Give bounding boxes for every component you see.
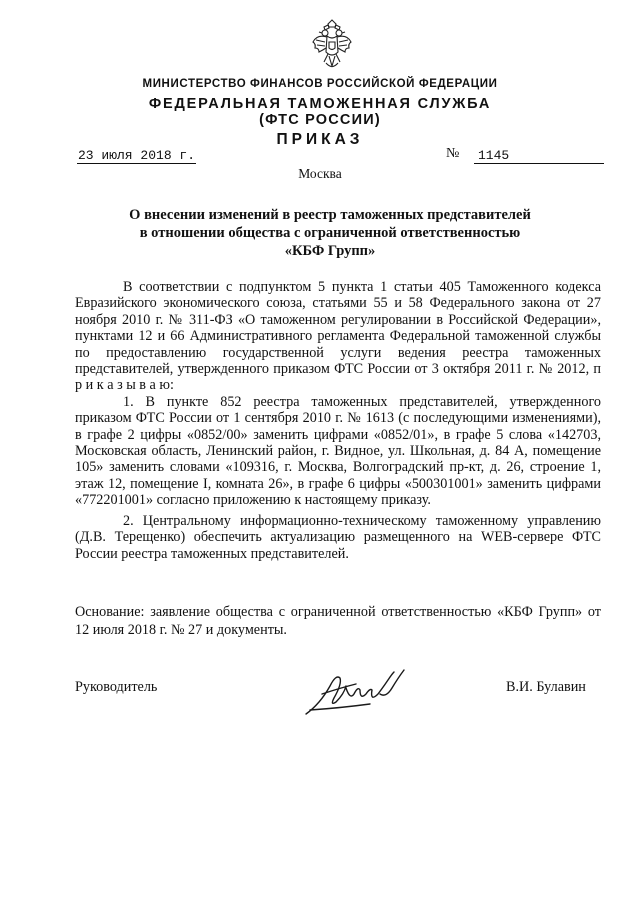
service-short-name: (ФТС РОССИИ) <box>259 112 381 128</box>
clause-2: 2. Центральному информационно-техническому таможенному управлению (Д.В. Терещенко) обеспечить актуализацию размещенного на WEB-сервере ФТС России реестра таможенных представителей. <box>75 512 601 562</box>
title-line-3: «КБФ Групп» <box>284 243 376 259</box>
order-title <box>100 206 560 260</box>
signer-role: Руководитель <box>75 679 158 695</box>
ministry-name: МИНИСТЕРСТВО ФИНАНСОВ РОССИЙСКОЙ ФЕДЕРАЦИИ <box>142 78 498 90</box>
title-line-2: в отношении общества с ограниченной ответственностью <box>139 225 521 241</box>
order-number: 1145 <box>474 148 604 164</box>
signer-name: В.И. Булавин <box>506 679 586 695</box>
basis-paragraph <box>75 604 601 639</box>
preamble-paragraph: В соответствии с подпунктом 5 пункта 1 статьи 405 Таможенного кодекса Евразийского экономического союза, статьями 55 и 58 Федерального закона от 27 ноября 2010 г. № 311-ФЗ «О таможенном регулировании в Российской Федерации», пунктами 12 и 66 Административного регламента Федеральной таможенной службы по предоставлению государственной услуги ведения реестра таможенных представителей, утвержденного приказом ФТС России от 3 октября 2011 г. № 2012, п р и к а з ы в а ю: <box>75 279 601 394</box>
document-type: ПРИКАЗ <box>276 131 364 148</box>
city: Москва <box>298 166 342 181</box>
number-sign: № <box>446 146 460 161</box>
order-body <box>75 279 601 562</box>
service-name: ФЕДЕРАЛЬНАЯ ТАМОЖЕННАЯ СЛУЖБА <box>148 96 492 112</box>
handwritten-signature-icon <box>300 664 412 720</box>
order-date: 23 июля 2018 г. <box>78 148 196 163</box>
title-line-1: О внесении изменений в реестр таможенных представителей <box>129 207 531 223</box>
order-number-block <box>446 146 600 162</box>
russian-coat-of-arms-icon <box>311 18 353 72</box>
clause-1: 1. В пункте 852 реестра таможенных представителей, утвержденного приказом ФТС России от 1 сентября 2010 г. № 1613 (с последующими изменениями), в графе 2 цифры «0852/00» заменить цифрами «0852/01», в графе 5 слова «142703, Московская область, Ленинский район, г. Видное, ул. Школьная, д. 84 А, помещение 105» заменить словами «109316, г. Москва, Волгоградский пр-кт, д. 26, строение 1, этаж 12, помещение I, комната 26», в графе 6 цифры «500301001» заменить цифрами «772201001» согласно приложению к настоящему приказу. <box>75 393 601 509</box>
basis-text: Основание: заявление общества с ограниченной ответственностью «КБФ Групп» от 12 июля 2018 г. № 27 и документы. <box>75 604 601 638</box>
